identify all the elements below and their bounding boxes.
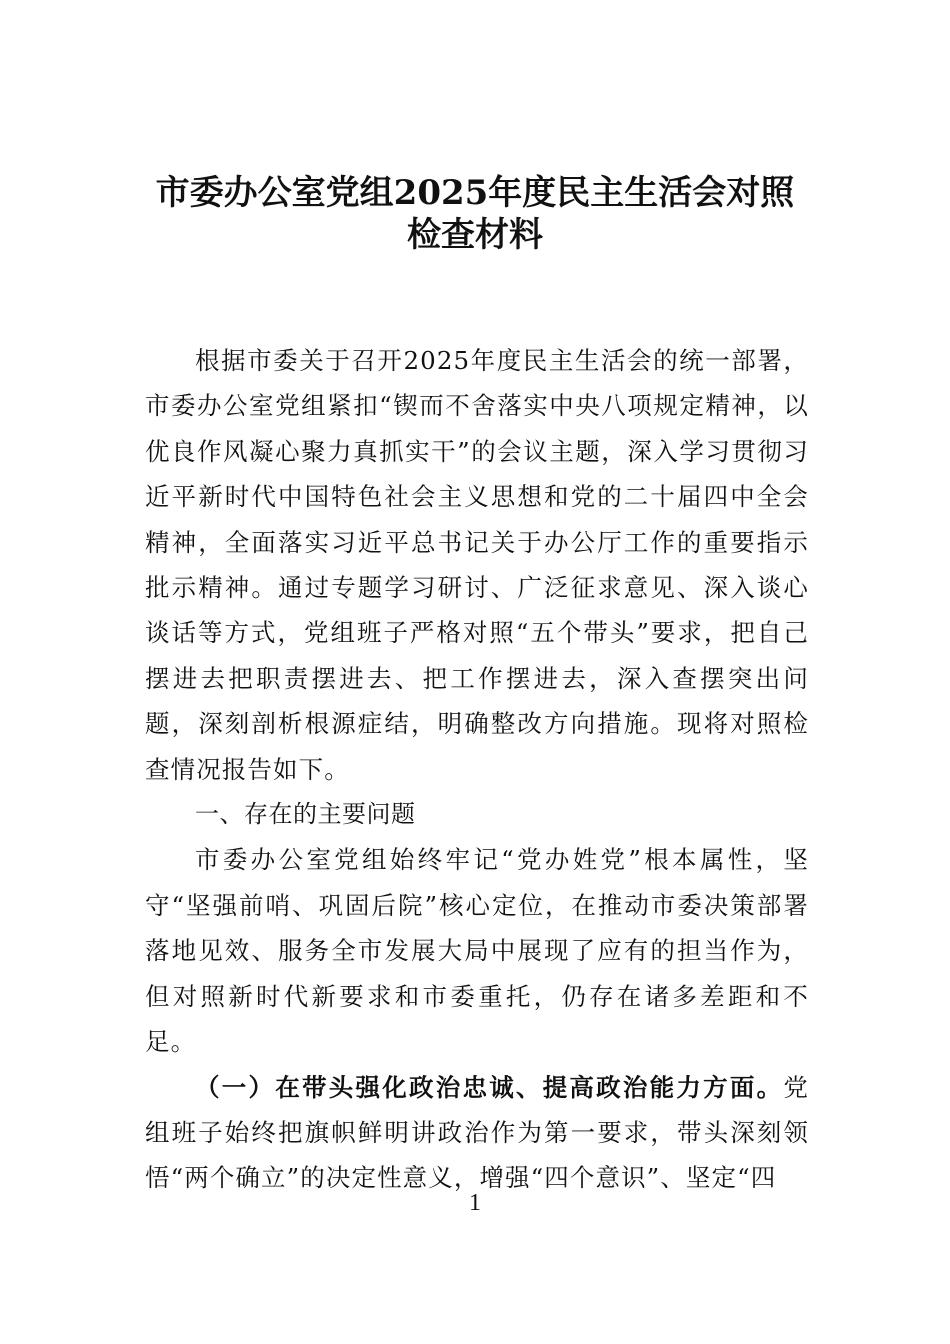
subsection-text-1: 党组班子始终把旗帜鲜明讲政治作为第一要求，带头深刻领悟“两个确立”的决定性意义，增强“四个意识”、坚定“四 xyxy=(145,1072,809,1193)
page-number: 1 xyxy=(469,1190,481,1216)
subsection-lead-1: （一）在带头强化政治忠诚、提高政治能力方面。 xyxy=(195,1072,784,1102)
document-title-line-2: 检查材料 xyxy=(407,215,543,255)
document-body xyxy=(145,338,809,1201)
intro-paragraph: 根据市委关于召开2025年度民主生活会的统一部署，市委办公室党组紧扣“锲而不舍落实中央八项规定精神，以优良作风凝心聚力真抓实干”的会议主题，深入学习贯彻习近平新时代中国特色社会主义思想和党的二十届四中全会精神，全面落实习近平总书记关于办公厅工作的重要指示批示精神。通过专题学习研讨、广泛征求意见、深入谈心谈话等方式，党组班子严格对照“五个带头”要求，把自己摆进去把职责摆进去、把工作摆进去，深入查摆突出问题，深刻剖析根源症结，明确整改方向措施。现将对照检查情况报告如下。 xyxy=(145,346,809,784)
problems-overview-paragraph: 市委办公室党组始终牢记“党办姓党”根本属性，坚守“坚强前哨、巩固后院”核心定位，在推动市委决策部署落地见效、服务全市发展大局中展现了应有的担当作为，但对照新时代新要求和市委重托，仍存在诸多差距和不足。 xyxy=(145,845,809,1057)
section-heading-problems: 一、存在的主要问题 xyxy=(195,800,416,829)
subsection-paragraph-1 xyxy=(145,1065,809,1201)
document-title-line-1: 市委办公室党组2025年度民主生活会对照 xyxy=(155,173,795,213)
